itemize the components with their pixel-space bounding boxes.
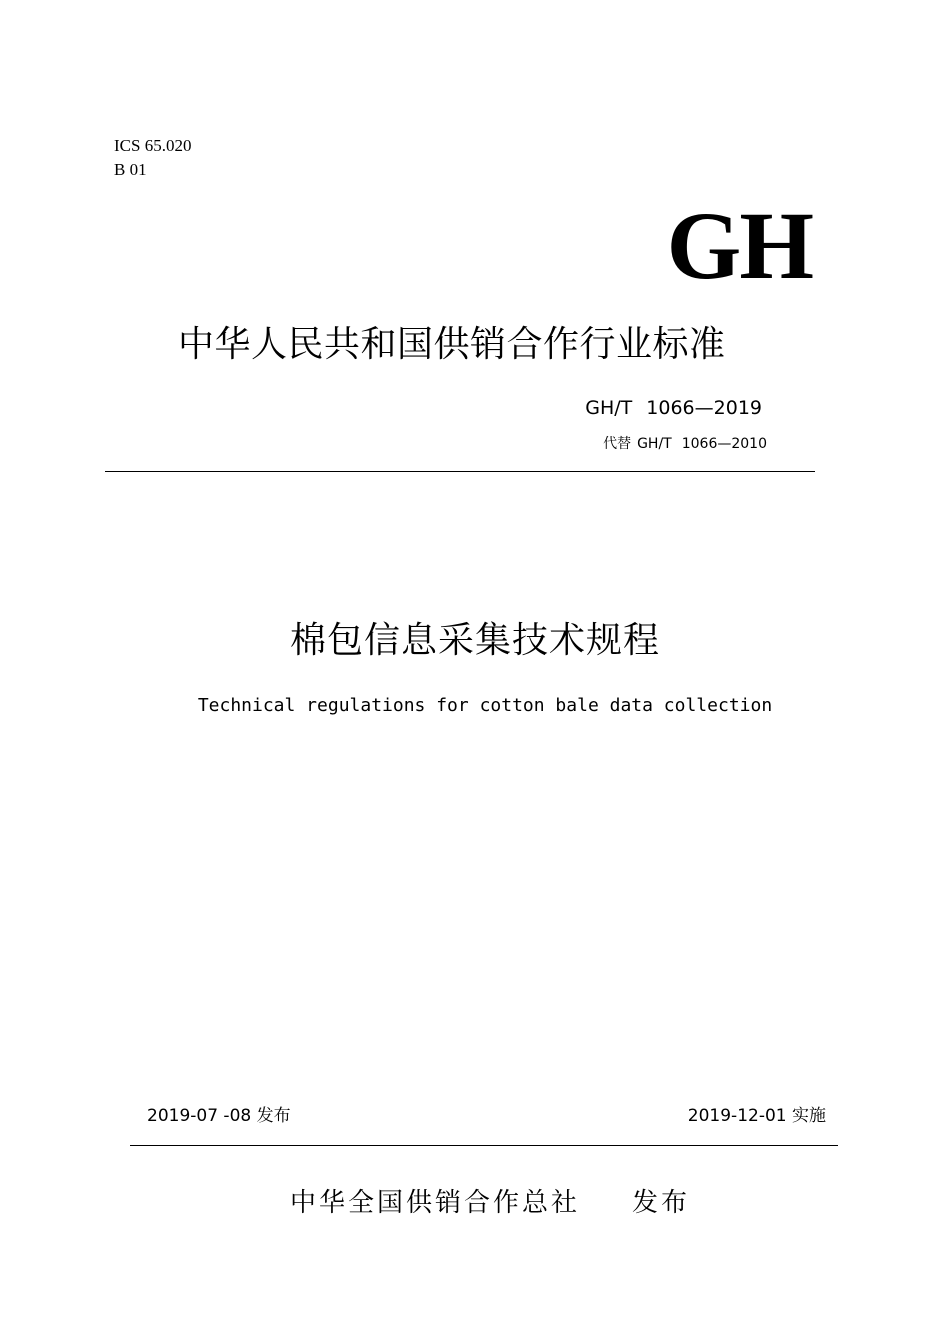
standard-title: 中华人民共和国供销合作行业标准 — [178, 324, 726, 365]
document-subtitle-en: Technical regulations for cotton bale data collection — [197, 695, 773, 716]
publish-label: 发布 — [632, 1188, 691, 1218]
publisher: 中华全国供销合作总社 — [290, 1188, 581, 1218]
standard-number: GH/T 1066—2019 — [585, 397, 762, 419]
replaces-label: 代替 — [603, 436, 632, 452]
top-divider — [105, 471, 815, 472]
standard-logo: GH — [666, 192, 812, 299]
ics-code: ICS 65.020 — [114, 136, 192, 155]
classification-code: B 01 — [114, 160, 147, 179]
issue-date: 2019-07 -08 发布 — [147, 1106, 291, 1126]
document-title: 棉包信息采集技术规程 — [289, 620, 660, 661]
replaces-standard — [603, 435, 767, 453]
implementation-date: 2019-12-01 实施 — [687, 1106, 826, 1126]
bottom-divider — [130, 1145, 838, 1146]
replaces-number: 1066—2010 — [681, 436, 767, 452]
replaces-code: GH/T — [637, 436, 672, 452]
